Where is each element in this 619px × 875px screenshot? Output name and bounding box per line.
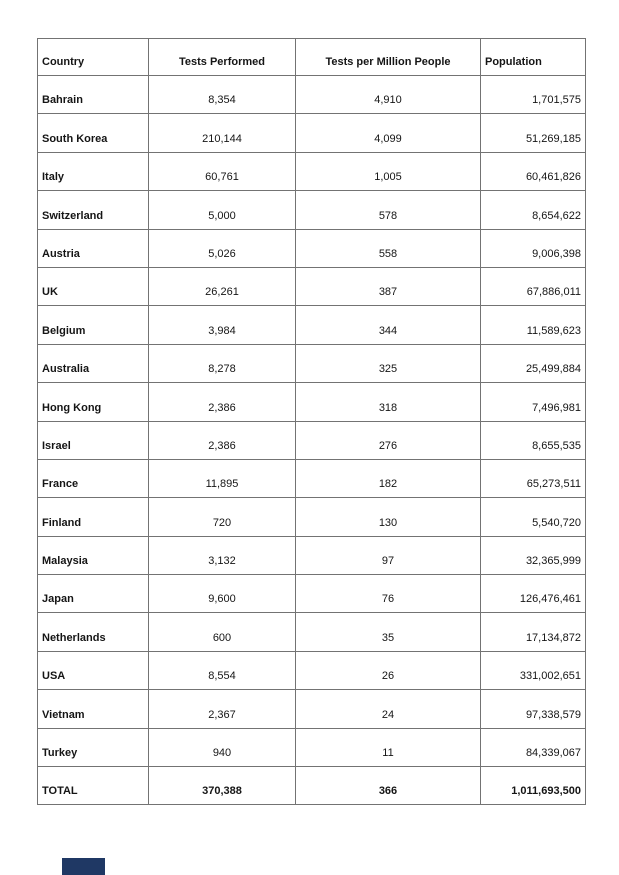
- cell-per-million: 97: [296, 536, 481, 574]
- header-country: Country: [38, 39, 149, 76]
- table-total-row: [38, 767, 586, 805]
- table-row: [38, 383, 586, 421]
- table-row: [38, 613, 586, 651]
- cell-tests: 3,132: [149, 536, 296, 574]
- cell-tests: 720: [149, 498, 296, 536]
- cell-tests: 2,386: [149, 421, 296, 459]
- cell-per-million: 578: [296, 191, 481, 229]
- cell-population: 8,655,535: [481, 421, 586, 459]
- cell-country: Switzerland: [38, 191, 149, 229]
- cell-country: Malaysia: [38, 536, 149, 574]
- cell-tests: 11,895: [149, 459, 296, 497]
- table-header: [38, 39, 586, 76]
- cell-per-million: 11: [296, 728, 481, 766]
- cell-country: UK: [38, 267, 149, 305]
- cell-per-million: 130: [296, 498, 481, 536]
- cell-per-million: 558: [296, 229, 481, 267]
- cell-population: 5,540,720: [481, 498, 586, 536]
- cell-country: Vietnam: [38, 690, 149, 728]
- header-population: Population: [481, 39, 586, 76]
- table-row: [38, 152, 586, 190]
- cell-population: 9,006,398: [481, 229, 586, 267]
- cell-tests: 2,386: [149, 383, 296, 421]
- cell-population: 8,654,622: [481, 191, 586, 229]
- cell-per-million: 344: [296, 306, 481, 344]
- cell-population: 1,011,693,500: [481, 767, 586, 805]
- table-row: [38, 229, 586, 267]
- cell-population: 17,134,872: [481, 613, 586, 651]
- cell-tests: 8,354: [149, 76, 296, 114]
- header-tests-per-million: Tests per Million People: [296, 39, 481, 76]
- cell-per-million: 325: [296, 344, 481, 382]
- cell-tests: 8,554: [149, 651, 296, 689]
- cell-tests: 5,000: [149, 191, 296, 229]
- cell-population: 84,339,067: [481, 728, 586, 766]
- cell-country: TOTAL: [38, 767, 149, 805]
- cell-tests: 600: [149, 613, 296, 651]
- table-row: [38, 728, 586, 766]
- cell-tests: 370,388: [149, 767, 296, 805]
- table-row: [38, 421, 586, 459]
- table-row: [38, 306, 586, 344]
- cell-per-million: 366: [296, 767, 481, 805]
- cell-population: 1,701,575: [481, 76, 586, 114]
- table-row: [38, 459, 586, 497]
- cell-tests: 2,367: [149, 690, 296, 728]
- cell-country: Netherlands: [38, 613, 149, 651]
- table-row: [38, 498, 586, 536]
- cell-per-million: 182: [296, 459, 481, 497]
- cell-tests: 8,278: [149, 344, 296, 382]
- cell-population: 60,461,826: [481, 152, 586, 190]
- cell-per-million: 318: [296, 383, 481, 421]
- table-body: [38, 76, 586, 805]
- cell-tests: 5,026: [149, 229, 296, 267]
- cell-population: 7,496,981: [481, 383, 586, 421]
- cell-population: 331,002,651: [481, 651, 586, 689]
- table-header-row: [38, 39, 586, 76]
- cell-per-million: 4,099: [296, 114, 481, 152]
- cell-per-million: 4,910: [296, 76, 481, 114]
- cell-tests: 3,984: [149, 306, 296, 344]
- cell-per-million: 24: [296, 690, 481, 728]
- cell-country: Belgium: [38, 306, 149, 344]
- cell-country: Finland: [38, 498, 149, 536]
- cell-tests: 940: [149, 728, 296, 766]
- table-row: [38, 536, 586, 574]
- cell-country: Turkey: [38, 728, 149, 766]
- cell-per-million: 1,005: [296, 152, 481, 190]
- tests-table: [37, 38, 586, 805]
- cell-population: 67,886,011: [481, 267, 586, 305]
- cell-per-million: 387: [296, 267, 481, 305]
- cell-country: Austria: [38, 229, 149, 267]
- cell-per-million: 276: [296, 421, 481, 459]
- table-row: [38, 690, 586, 728]
- table-row: [38, 191, 586, 229]
- table-row: [38, 114, 586, 152]
- cell-population: 11,589,623: [481, 306, 586, 344]
- table-row: [38, 267, 586, 305]
- cell-country: Israel: [38, 421, 149, 459]
- table-row: [38, 76, 586, 114]
- cell-country: South Korea: [38, 114, 149, 152]
- cell-per-million: 76: [296, 575, 481, 613]
- cell-per-million: 35: [296, 613, 481, 651]
- cell-tests: 26,261: [149, 267, 296, 305]
- cell-country: Bahrain: [38, 76, 149, 114]
- cell-country: Italy: [38, 152, 149, 190]
- cell-country: Australia: [38, 344, 149, 382]
- cell-population: 25,499,884: [481, 344, 586, 382]
- cell-tests: 60,761: [149, 152, 296, 190]
- cell-population: 32,365,999: [481, 536, 586, 574]
- header-tests-performed: Tests Performed: [149, 39, 296, 76]
- cell-tests: 9,600: [149, 575, 296, 613]
- cell-country: USA: [38, 651, 149, 689]
- cell-population: 126,476,461: [481, 575, 586, 613]
- table-row: [38, 651, 586, 689]
- cell-per-million: 26: [296, 651, 481, 689]
- cell-population: 51,269,185: [481, 114, 586, 152]
- cell-population: 97,338,579: [481, 690, 586, 728]
- cell-country: Japan: [38, 575, 149, 613]
- table-row: [38, 575, 586, 613]
- cell-country: Hong Kong: [38, 383, 149, 421]
- cropped-navy-block-fragment: [62, 858, 105, 875]
- cell-tests: 210,144: [149, 114, 296, 152]
- cell-population: 65,273,511: [481, 459, 586, 497]
- cell-country: France: [38, 459, 149, 497]
- table-row: [38, 344, 586, 382]
